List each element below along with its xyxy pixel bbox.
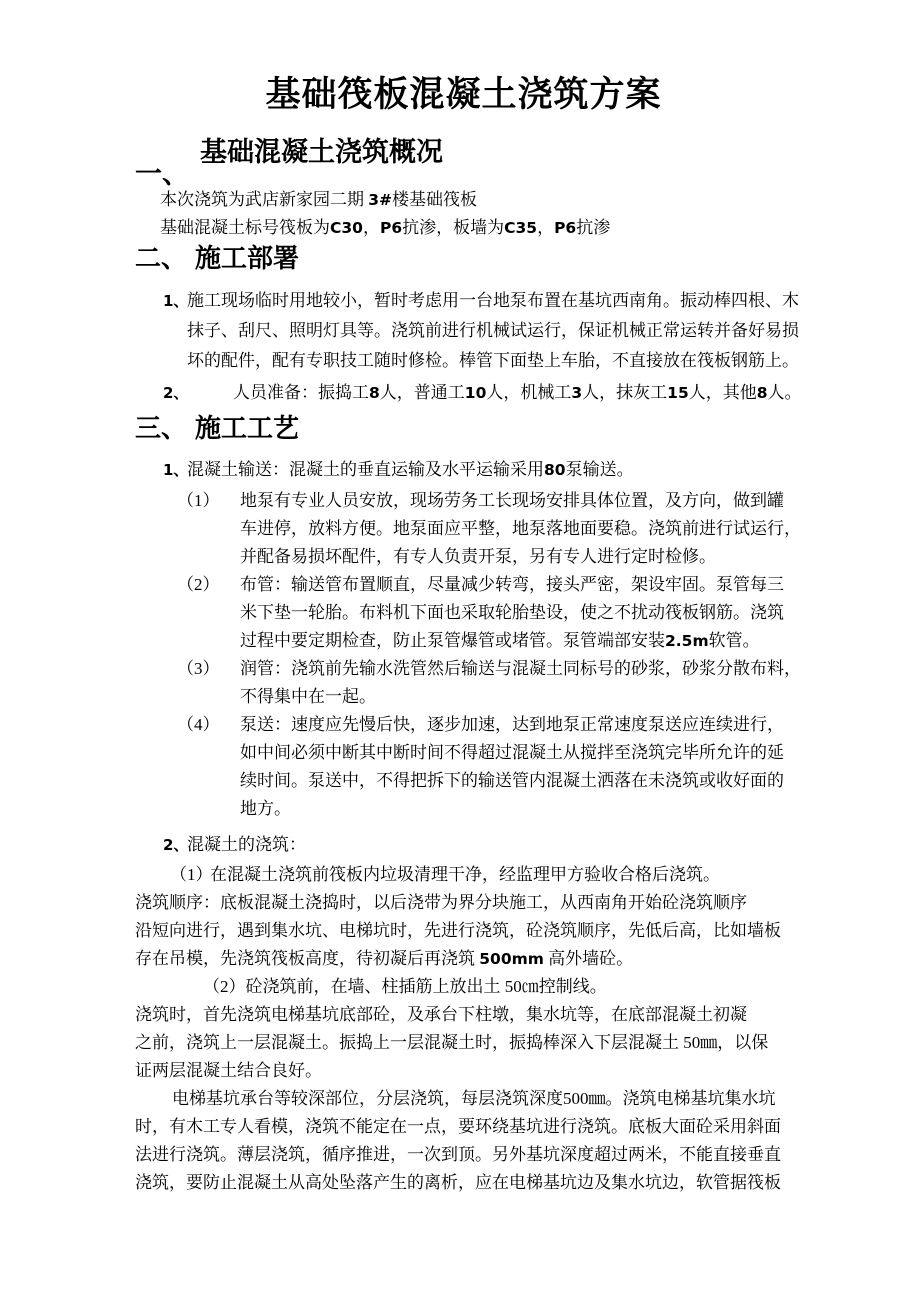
text-line: 坏的配件，配有专职技工随时修检。棒管下面垫上车胎，不直接放在筏板钢筋上。	[187, 351, 799, 370]
overview-heading-row	[135, 130, 792, 189]
overview-section-marker: 一、	[135, 159, 189, 189]
section2-heading-label: 施工部署	[195, 244, 300, 273]
paragraph	[135, 1001, 792, 1085]
list-item-number: 1、	[163, 292, 189, 310]
text-line: 电梯基坑承台等较深部位，分层浇筑，每层浇筑深度500㎜。浇筑电梯基坑集水坑	[172, 1089, 776, 1108]
sublist-item-number: （1）	[177, 491, 220, 510]
text-line: 混凝土的浇筑：	[187, 835, 306, 854]
text-line: 泵送：速度应先慢后快，逐步加速，达到地泵正常速度泵送应连续进行，	[240, 715, 784, 734]
list-item-number: 1、	[163, 461, 189, 479]
sublist-item	[177, 711, 792, 823]
text-line: 如中间必须中断其中断时间不得超过混凝土从搅拌至浇筑完毕所允许的延	[240, 743, 784, 762]
text-line: 布管：输送管布置顺直，尽量减少转弯，接头严密，架设牢固。泵管每三	[240, 575, 784, 594]
text-line: 沿短向进行，遇到集水坑、电梯坑时，先进行浇筑，砼浇筑顺序，先低后高，比如墙板	[135, 921, 781, 940]
text-line: 续时间。泵送中，不得把拆下的输送管内混凝土洒落在未浇筑或收好面的	[240, 771, 784, 790]
list-item-number: 2、	[163, 384, 189, 402]
text-line: 人员准备：振捣工8人，普通工10人，机械工3人，抹灰工15人，其他8人。	[233, 383, 802, 402]
sublist-item-number: （1）	[170, 865, 213, 884]
document-title: 基础筏板混凝土浇筑方案	[265, 75, 662, 114]
sublist-item-number: （4）	[177, 715, 220, 734]
section2-marker: 二、	[135, 244, 188, 273]
sublist-item	[170, 861, 792, 889]
sublist-item-body	[240, 711, 792, 823]
list-item-body	[187, 456, 792, 484]
section3-marker: 三、	[135, 414, 188, 443]
section2-heading	[135, 244, 792, 274]
text-line: 混凝土输送：混凝土的垂直运输及水平运输采用80泵输送。	[187, 460, 634, 479]
text-line: 地泵有专业人员安放，现场劳务工长现场安排具体位置，及方向，做到罐	[240, 491, 784, 510]
text-line: 基础混凝土标号筏板为C30，P6抗渗，板墙为C35，P6抗渗	[160, 218, 611, 237]
sublist-item-body	[240, 487, 801, 571]
list-item	[163, 456, 792, 484]
text-line: 米下垫一轮胎。布料机下面也采取轮胎垫设，使之不扰动筏板钢筋。浇筑	[240, 603, 784, 622]
list-item	[163, 831, 792, 859]
text-line: 润管：浇筑前先输水洗管然后输送与混凝土同标号的砂浆，砂浆分散布料，	[240, 659, 801, 678]
text-line: 抹子、刮尺、照明灯具等。浇筑前进行机械试运行，保证机械正常运转并备好易损	[187, 321, 799, 340]
list-item-number: 2、	[163, 836, 189, 854]
list-item	[163, 378, 802, 408]
overview-paragraph	[160, 186, 792, 242]
sublist-item-body	[240, 655, 801, 711]
paragraph	[135, 973, 792, 1001]
text-line: 浇筑时，首先浇筑电梯基坑底部砼，及承台下柱墩，集水坑等，在底部混凝土初凝	[135, 1005, 747, 1024]
text-line: 证两层混凝土结合良好。	[135, 1061, 322, 1080]
text-line: 过程中要定期检查，防止泵管爆管或堵管。泵管端部安装2.5m软管。	[240, 631, 760, 650]
sublist-item-body	[240, 571, 792, 655]
overview-heading: 基础混凝土浇筑概况	[200, 137, 443, 167]
text-line: （2）砼浇筑前，在墙、柱插筋上放出土 50㎝控制线。	[203, 977, 607, 996]
sublist-item	[177, 655, 801, 711]
sublist-item	[177, 487, 801, 571]
sublist-item	[177, 571, 792, 655]
text-line: 地方。	[240, 799, 291, 818]
text-line: 浇筑，要防止混凝土从高处坠落产生的离析，应在电梯基坑边及集水坑边，软管据筏板	[135, 1173, 781, 1192]
list-item-body	[187, 286, 799, 376]
paragraph	[135, 1085, 792, 1197]
text-line: 存在吊模，先浇筑筏板高度，待初凝后再浇筑 500mm 高外墙砼。	[135, 949, 634, 968]
section3-heading-label: 施工工艺	[195, 414, 300, 443]
text-line: 在混凝土浇筑前筏板内垃圾清理干净，经监理甲方验收合格后浇筑。	[210, 865, 720, 884]
text-line: 浇筑顺序：底板混凝土浇捣时，以后浇带为界分块施工，从西南角开始砼浇筑顺序	[135, 893, 747, 912]
list-item-body	[187, 831, 792, 859]
sublist-item-body	[210, 861, 792, 889]
list-item-body	[187, 378, 802, 408]
text-line: 车进停，放料方便。地泵面应平整，地泵落地面要稳。浇筑前进行试运行，	[240, 519, 801, 538]
list-item	[163, 286, 799, 376]
section3-heading	[135, 414, 792, 444]
text-line: 施工现场临时用地较小，暂时考虑用一台地泵布置在基坑西南角。振动棒四根、木	[187, 291, 799, 310]
text-line: 之前，浇筑上一层混凝土。振捣上一层混凝土时，振捣棒深入下层混凝土 50㎜，以保	[135, 1033, 769, 1052]
text-line: 并配备易损坏配件，有专人负责开泵，另有专人进行定时检修。	[240, 547, 716, 566]
text-line: 不得集中在一起。	[240, 687, 376, 706]
text-line: 本次浇筑为武店新家园二期 3#楼基础筏板	[160, 190, 478, 209]
paragraph	[135, 889, 792, 973]
text-line: 时，有木工专人看模，浇筑不能定在一点，要环绕基坑进行浇筑。底板大面砼采用斜面	[135, 1117, 781, 1136]
text-line: 法进行浇筑。薄层浇筑，循序推进，一次到顶。另外基坑深度超过两米，不能直接垂直	[135, 1145, 781, 1164]
sublist-item-number: （2）	[177, 575, 220, 594]
sublist-item-number: （3）	[177, 659, 220, 678]
